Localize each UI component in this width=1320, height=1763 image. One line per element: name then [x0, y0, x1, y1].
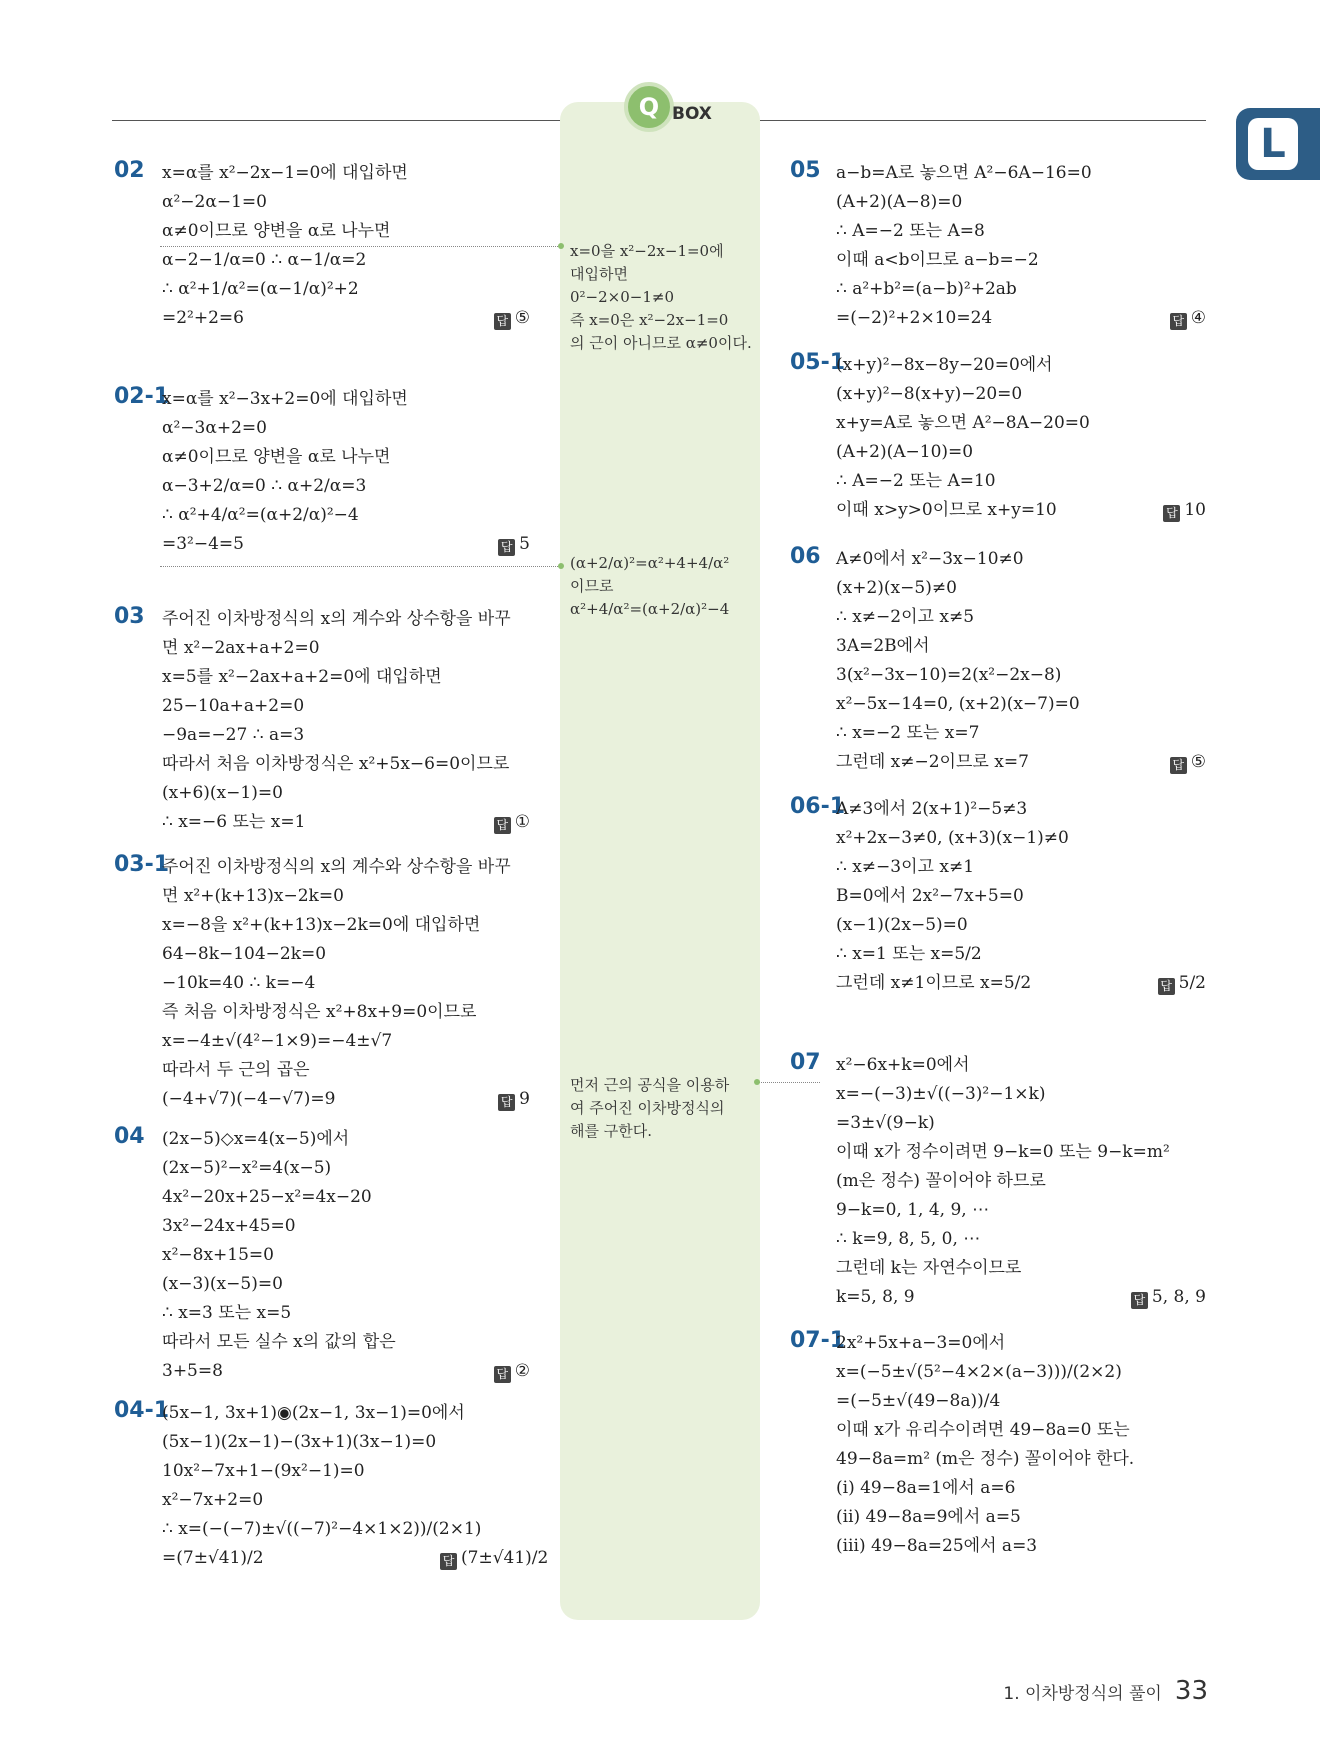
problem-number: 05 — [790, 158, 821, 183]
solution-line: 즉 처음 이차방정식은 x²+8x+9=0이므로 — [162, 1002, 477, 1022]
answer-value: 5/2 — [1178, 973, 1206, 993]
solution-line: =2²+2=6 — [162, 308, 244, 328]
solution-line: x²−7x+2=0 — [162, 1490, 264, 1510]
problem-number: 03 — [114, 604, 145, 629]
solution-line: =(−2)²+2×10=24 — [836, 308, 993, 328]
solution-line: (x+y)²−8x−8y−20=0에서 — [836, 355, 1053, 375]
answer — [1116, 1286, 1206, 1309]
problem-number: 05-1 — [790, 350, 846, 375]
leader-line — [160, 246, 562, 247]
solution-line: 9−k=0, 1, 4, 9, ⋯ — [836, 1200, 990, 1220]
solution-line: ∴ x=−2 또는 x=7 — [836, 723, 980, 743]
solution-line: ∴ α²+1/α²=(α−1/α)²+2 — [162, 279, 359, 299]
answer-mark-icon: 답 — [1170, 757, 1187, 774]
solution-line: 64−8k−104−2k=0 — [162, 944, 327, 964]
q-box-note-line: 대입하면 — [570, 265, 628, 283]
solution-line: =3²−4=5 — [162, 534, 244, 554]
answer — [440, 811, 530, 834]
solution-line: =(−5±√(49−8a))/4 — [836, 1391, 1001, 1411]
q-box-note-line: 여 주어진 이차방정식의 — [570, 1099, 725, 1117]
solution-line: (5x−1)(2x−1)−(3x+1)(3x−1)=0 — [162, 1432, 437, 1452]
answer-mark-icon: 답 — [1163, 505, 1180, 522]
solution-line: 2x²+5x+a−3=0에서 — [836, 1333, 1006, 1353]
solution-line: 3x²−24x+45=0 — [162, 1216, 296, 1236]
solution-line: x²−5x−14=0, (x+2)(x−7)=0 — [836, 694, 1080, 714]
solution-line: (x+6)(x−1)=0 — [162, 783, 283, 803]
leader-dot-icon — [754, 1079, 760, 1085]
q-box-note-line: 먼저 근의 공식을 이용하 — [570, 1076, 730, 1094]
q-box-note-line: x=0을 x²−2x−1=0에 — [570, 242, 724, 260]
solution-line: 면 x²+(k+13)x−2k=0 — [162, 886, 344, 906]
solution-line: 면 x²−2ax+a+2=0 — [162, 638, 320, 658]
solution-line: −10k=40 ∴ k=−4 — [162, 973, 316, 993]
solution-line: B=0에서 2x²−7x+5=0 — [836, 886, 1024, 906]
answer-value: 9 — [519, 1089, 530, 1109]
solution-line: ∴ x=3 또는 x=5 — [162, 1303, 292, 1323]
solution-line: 따라서 두 근의 곱은 — [162, 1060, 310, 1080]
solution-line: x=(−5±√(5²−4×2×(a−3)))/(2×2) — [836, 1362, 1122, 1382]
solution-line: x²+2x−3≠0, (x+3)(x−1)≠0 — [836, 828, 1069, 848]
solution-line: A≠3에서 2(x+1)²−5≠3 — [836, 799, 1028, 819]
answer-mark-icon: 답 — [494, 1366, 511, 1383]
solution-line: (x+y)²−8(x+y)−20=0 — [836, 384, 1023, 404]
answer — [1116, 499, 1206, 522]
solution-line: α≠0이므로 양변을 α로 나누면 — [162, 221, 391, 241]
q-box-note-line: 0²−2×0−1≠0 — [570, 288, 675, 306]
solution-line: ∴ A=−2 또는 A=8 — [836, 221, 985, 241]
problem-number: 06 — [790, 544, 821, 569]
answer-mark-icon: 답 — [1158, 978, 1175, 995]
solution-line: (2x−5)²−x²=4(x−5) — [162, 1158, 332, 1178]
solution-line: A≠0에서 x²−3x−10≠0 — [836, 549, 1024, 569]
solution-line: (ⅱ) 49−8a=9에서 a=5 — [836, 1507, 1021, 1527]
solution-line: α≠0이므로 양변을 α로 나누면 — [162, 447, 391, 467]
solution-line: x=−4±√(4²−1×9)=−4±√7 — [162, 1031, 393, 1051]
solution-line: x=−8을 x²+(k+13)x−2k=0에 대입하면 — [162, 915, 481, 935]
answer-mark-icon: 답 — [1131, 1292, 1148, 1309]
answer — [440, 533, 530, 556]
problem-number: 07 — [790, 1050, 821, 1075]
answer-value: 5 — [519, 534, 530, 554]
q-box-note-line: 이므로 — [570, 577, 614, 595]
solution-line: α²−3α+2=0 — [162, 418, 267, 438]
solution-line: ∴ k=9, 8, 5, 0, ⋯ — [836, 1229, 981, 1249]
solution-line: ∴ x≠−3이고 x≠1 — [836, 857, 975, 877]
solution-line: ∴ a²+b²=(a−b)²+2ab — [836, 279, 1017, 299]
answer-value: ① — [514, 812, 530, 832]
solution-line: α−3+2/α=0 ∴ α+2/α=3 — [162, 476, 367, 496]
solution-line: 그런데 k는 자연수이므로 — [836, 1258, 1022, 1278]
q-box-note-line: 해를 구한다. — [570, 1122, 652, 1140]
answer — [1116, 307, 1206, 330]
problem-number: 02 — [114, 158, 145, 183]
solution-line: 이때 x가 유리수이려면 49−8a=0 또는 — [836, 1420, 1130, 1440]
solution-line: =(7±√41)/2 — [162, 1548, 264, 1568]
answer-value: ④ — [1190, 308, 1206, 328]
solution-line: =3±√(9−k) — [836, 1113, 935, 1133]
problem-number: 03-1 — [114, 852, 170, 877]
q-box-label: BOX — [672, 104, 712, 124]
solution-line: 주어진 이차방정식의 x의 계수와 상수항을 바꾸 — [162, 609, 511, 629]
q-box-note-line: 즉 x=0은 x²−2x−1=0 — [570, 311, 729, 329]
solution-line: α²−2α−1=0 — [162, 192, 267, 212]
solution-line: ∴ A=−2 또는 A=10 — [836, 471, 996, 491]
answer — [440, 307, 530, 330]
solution-line: (m은 정수) 꼴이어야 하므로 — [836, 1171, 1046, 1191]
solution-line: 이때 x>y>0이므로 x+y=10 — [836, 500, 1057, 520]
answer-mark-icon: 답 — [494, 313, 511, 330]
solution-line: 주어진 이차방정식의 x의 계수와 상수항을 바꾸 — [162, 857, 511, 877]
solution-line: 그런데 x≠1이므로 x=5/2 — [836, 973, 1032, 993]
solution-line: (−4+√7)(−4−√7)=9 — [162, 1089, 336, 1109]
solution-line: 이때 x가 정수이려면 9−k=0 또는 9−k=m² — [836, 1142, 1170, 1162]
leader-dot-icon — [558, 243, 564, 249]
solution-line: 3A=2B에서 — [836, 636, 930, 656]
solution-line: (x+2)(x−5)≠0 — [836, 578, 957, 598]
solution-line: 3+5=8 — [162, 1361, 223, 1381]
solution-line: x+y=A로 놓으면 A²−8A−20=0 — [836, 413, 1090, 433]
q-box-note-line: α²+4/α²=(α+2/α)²−4 — [570, 600, 730, 618]
solution-line: ∴ x=(−(−7)±√((−7)²−4×1×2))/(2×1) — [162, 1519, 482, 1539]
solution-line: x²−6x+k=0에서 — [836, 1055, 970, 1075]
problem-number: 02-1 — [114, 384, 170, 409]
leader-line — [160, 566, 562, 567]
problem-number: 04 — [114, 1124, 145, 1149]
solution-line: 따라서 모든 실수 x의 값의 합은 — [162, 1332, 396, 1352]
answer-mark-icon: 답 — [440, 1553, 457, 1570]
solution-line: (A+2)(A−10)=0 — [836, 442, 974, 462]
top-rule-left — [112, 120, 560, 121]
solution-line: (ⅰ) 49−8a=1에서 a=6 — [836, 1478, 1016, 1498]
solution-line: 이때 a<b이므로 a−b=−2 — [836, 250, 1039, 270]
answer-value: 10 — [1184, 500, 1206, 520]
solution-line: x=α를 x²−2x−1=0에 대입하면 — [162, 163, 408, 183]
problem-number: 04-1 — [114, 1398, 170, 1423]
solution-line: (A+2)(A−8)=0 — [836, 192, 963, 212]
answer — [440, 1360, 530, 1383]
chapter-tab-letter: L — [1248, 118, 1298, 170]
solution-line: 25−10a+a+2=0 — [162, 696, 305, 716]
solution-line: α−2−1/α=0 ∴ α−1/α=2 — [162, 250, 367, 270]
solution-line: ∴ x≠−2이고 x≠5 — [836, 607, 975, 627]
solution-line: x²−8x+15=0 — [162, 1245, 274, 1265]
solution-line: 10x²−7x+1−(9x²−1)=0 — [162, 1461, 365, 1481]
answer-value: (7±√41)/2 — [461, 1548, 549, 1568]
solution-line: x=α를 x²−3x+2=0에 대입하면 — [162, 389, 408, 409]
solution-line: x=−(−3)±√((−3)²−1×k) — [836, 1084, 1046, 1104]
q-box-note-line: (α+2/α)²=α²+4+4/α² — [570, 554, 730, 572]
solution-line: 3(x²−3x−10)=2(x²−2x−8) — [836, 665, 1062, 685]
solution-line: k=5, 8, 9 — [836, 1287, 915, 1307]
page-number: 33 — [1174, 1676, 1208, 1706]
solution-line: (5x−1, 3x+1)◉(2x−1, 3x−1)=0에서 — [162, 1403, 465, 1423]
answer — [1116, 972, 1206, 995]
answer-mark-icon: 답 — [494, 817, 511, 834]
problem-number: 07-1 — [790, 1328, 846, 1353]
solution-line: 그런데 x≠−2이므로 x=7 — [836, 752, 1029, 772]
answer — [1116, 751, 1206, 774]
solution-line: ∴ x=−6 또는 x=1 — [162, 812, 306, 832]
answer — [440, 1547, 549, 1570]
page-footer — [1003, 1676, 1208, 1706]
answer-value: ② — [514, 1361, 530, 1381]
solution-line: (2x−5)◇x=4(x−5)에서 — [162, 1129, 350, 1149]
answer-value: 5, 8, 9 — [1151, 1287, 1206, 1307]
solution-line: x=5를 x²−2ax+a+2=0에 대입하면 — [162, 667, 442, 687]
solution-line: (x−1)(2x−5)=0 — [836, 915, 968, 935]
problem-number: 06-1 — [790, 794, 846, 819]
solution-line: a−b=A로 놓으면 A²−6A−16=0 — [836, 163, 1092, 183]
answer-value: ⑤ — [514, 308, 530, 328]
answer-value: ⑤ — [1190, 752, 1206, 772]
solution-line: 49−8a=m² (m은 정수) 꼴이어야 한다. — [836, 1449, 1135, 1469]
answer-mark-icon: 답 — [498, 539, 515, 556]
answer — [440, 1088, 530, 1111]
leader-dot-icon — [558, 563, 564, 569]
solution-line: 따라서 처음 이차방정식은 x²+5x−6=0이므로 — [162, 754, 510, 774]
leader-line — [756, 1082, 820, 1083]
q-box-icon: Q — [624, 82, 674, 132]
answer-mark-icon: 답 — [1170, 313, 1187, 330]
q-box-note-line: 의 근이 아니므로 α≠0이다. — [570, 334, 752, 352]
answer-mark-icon: 답 — [498, 1094, 515, 1111]
chapter-title: 1. 이차방정식의 풀이 — [1003, 1684, 1162, 1704]
solution-line: ∴ x=1 또는 x=5/2 — [836, 944, 982, 964]
top-rule-right — [760, 120, 1206, 121]
solution-line: ∴ α²+4/α²=(α+2/α)²−4 — [162, 505, 359, 525]
solution-line: −9a=−27 ∴ a=3 — [162, 725, 305, 745]
solution-line: 4x²−20x+25−x²=4x−20 — [162, 1187, 372, 1207]
solution-line: (ⅲ) 49−8a=25에서 a=3 — [836, 1536, 1038, 1556]
solution-line: (x−3)(x−5)=0 — [162, 1274, 283, 1294]
